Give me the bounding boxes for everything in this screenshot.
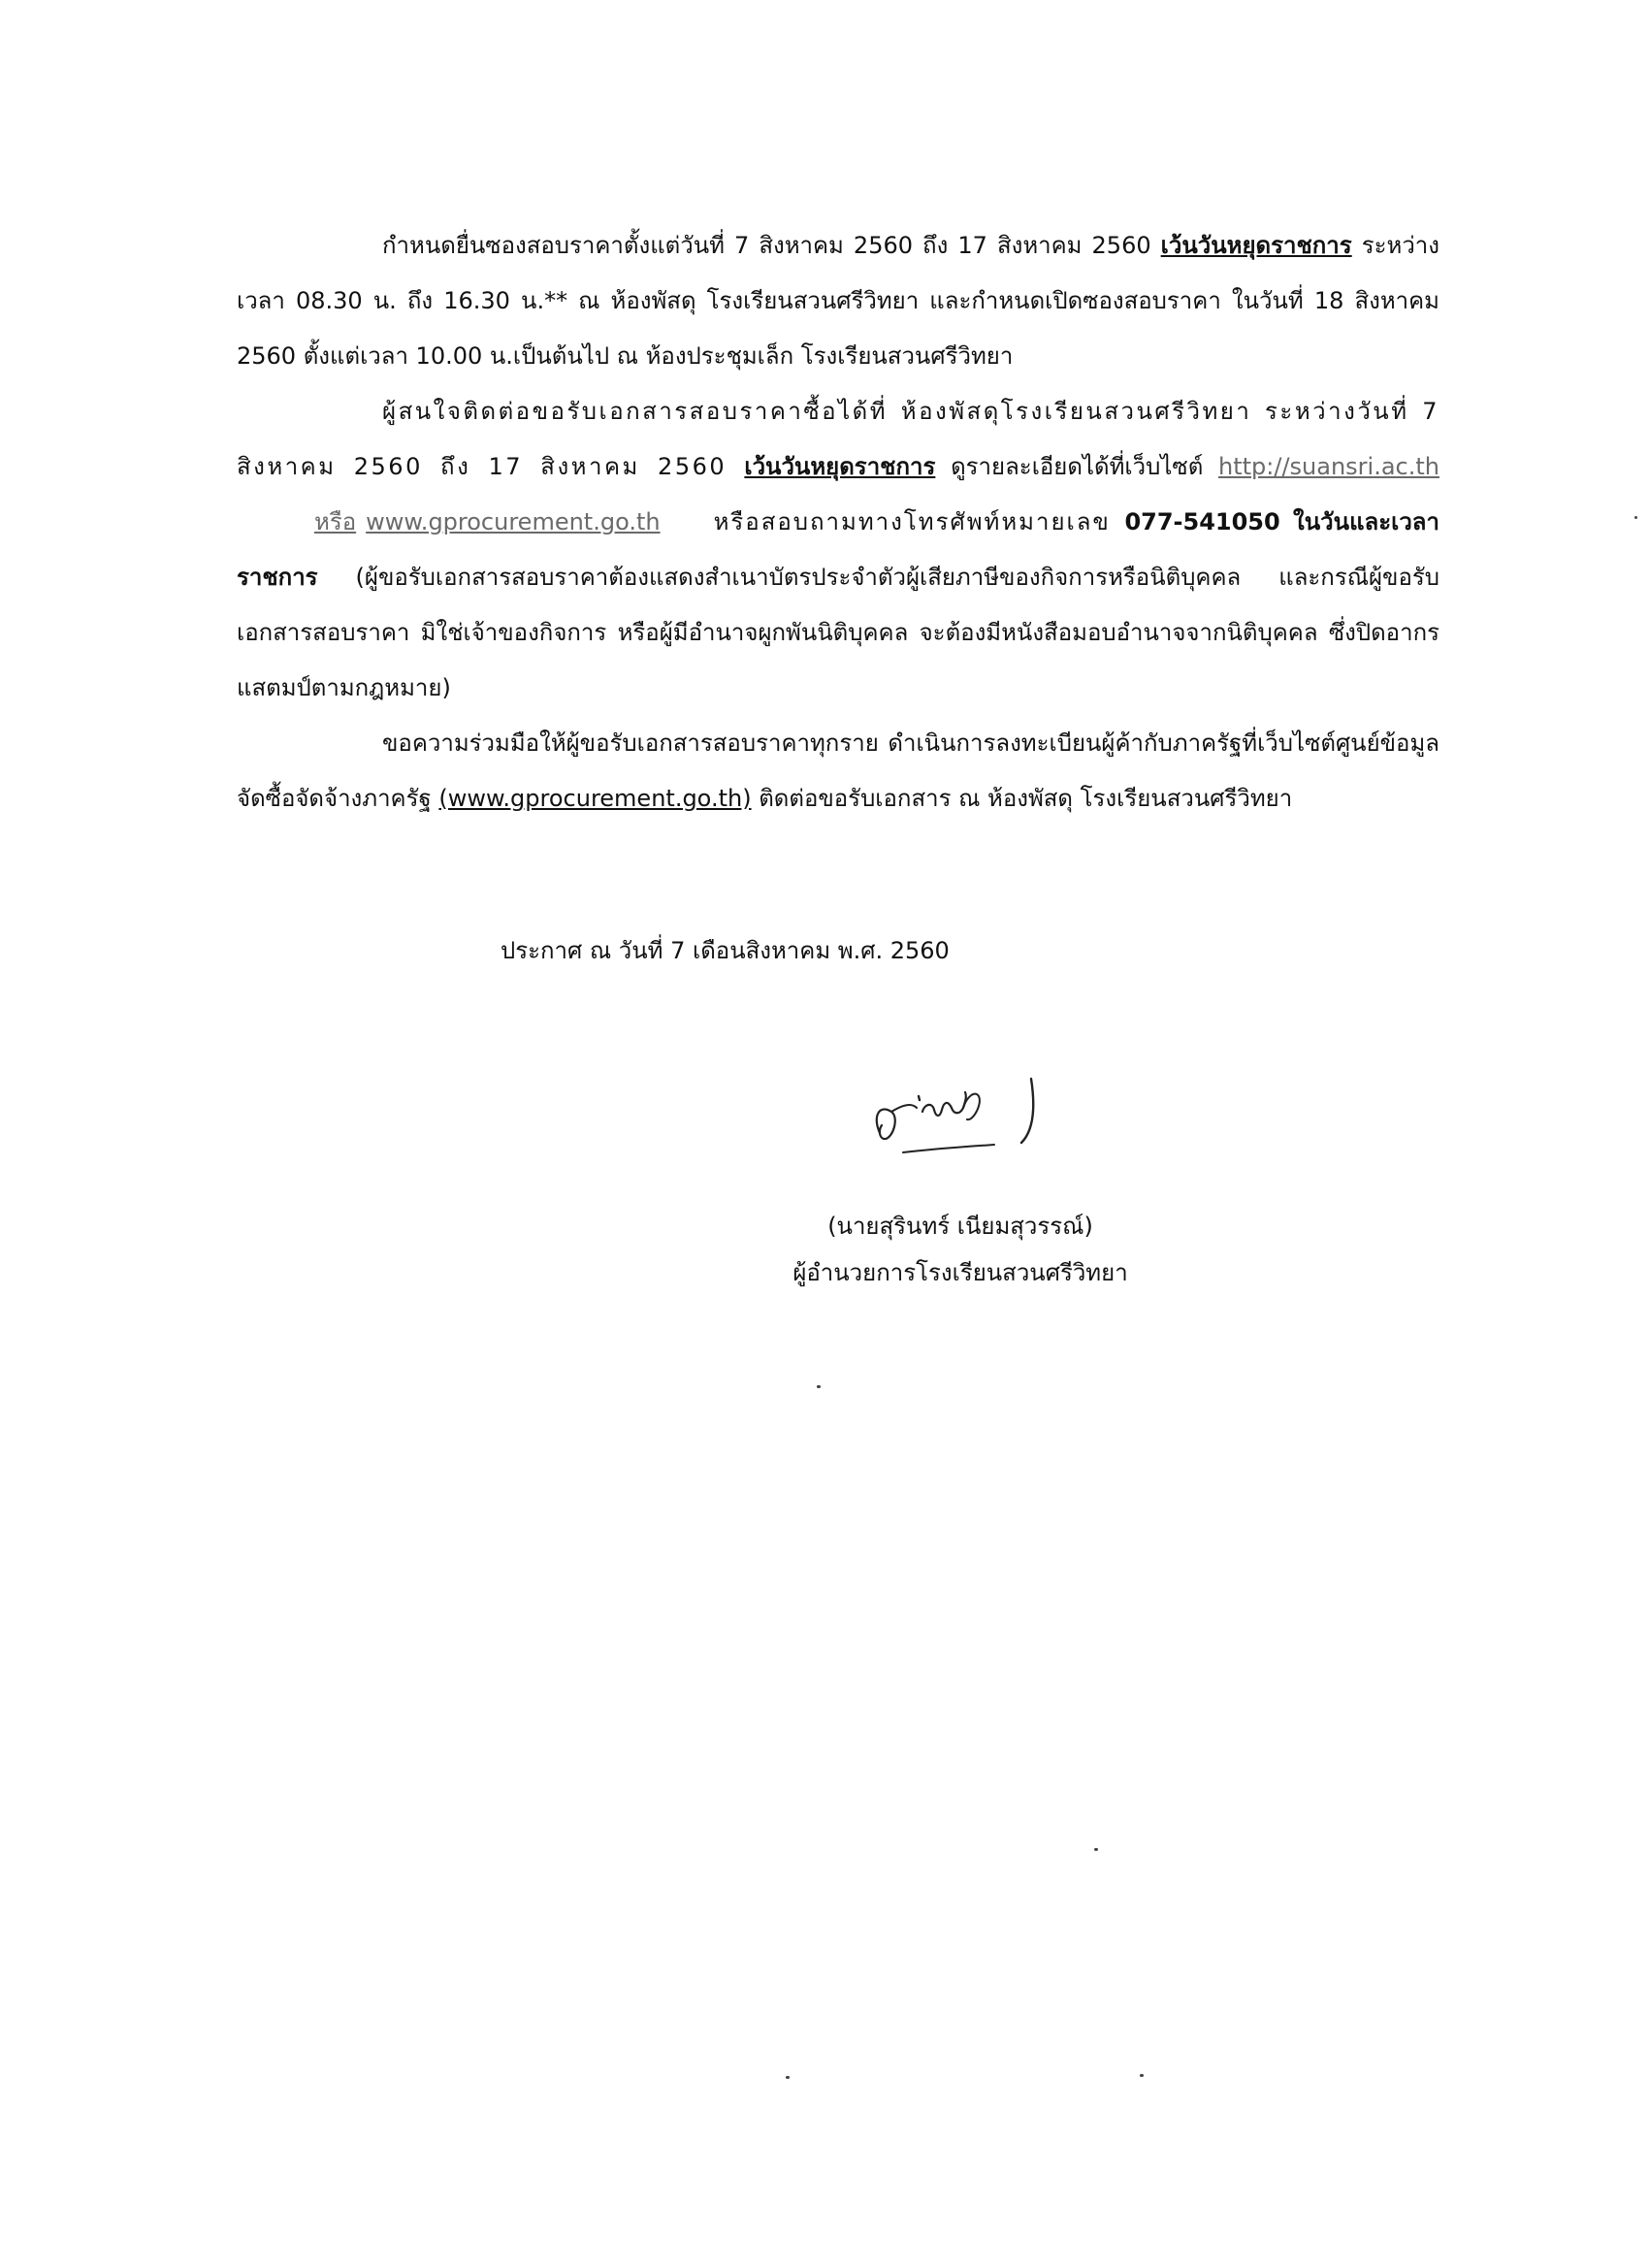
- p1-holiday-note: เว้นวันหยุดราชการ: [1160, 232, 1352, 259]
- link-gprocurement[interactable]: www.gprocurement.go.th: [366, 508, 661, 535]
- document-body: [237, 218, 1439, 826]
- signer-title: ผู้อำนวยการโรงเรียนสวนศรีวิทยา: [792, 1259, 1128, 1286]
- scan-speck: [1634, 516, 1637, 519]
- p3-text-a: ขอความร่วมมือให้ผู้ขอรับเอกสารสอบราคาทุกราย ดำเนินการลงทะเบียนผู้ค้ากับภาครัฐที่เว็บไซต์ศูนย์ข้อมูลจัดซื้อจัดจ้างภาครัฐ: [237, 729, 1439, 812]
- link-suansri[interactable]: http://suansri.ac.th: [1218, 453, 1439, 480]
- signer-name: (นายสุรินทร์ เนียมสุวรรณ์): [827, 1213, 1093, 1240]
- p2-holiday-note: เว้นวันหยุดราชการ: [744, 453, 936, 480]
- scan-speck: [786, 2076, 790, 2079]
- p2-text-a: ผู้สนใจติดต่อขอรับเอกสารสอบราคาซื้อได้ที่ ห้องพัสดุโรงเรียนสวนศรีวิทยา ระหว่างวันที่ 7 สิงหาคม 2560 ถึง 17 สิงหาคม 2560: [237, 398, 1439, 480]
- paragraph-registration: [237, 716, 1439, 826]
- signature-image: [858, 1057, 1052, 1174]
- link-gprocurement-paren[interactable]: (www.gprocurement.go.th): [438, 785, 752, 812]
- p3-text-b: ติดต่อขอรับเอกสาร ณ ห้องพัสดุ โรงเรียนสวนศรีวิทยา: [751, 785, 1293, 812]
- p2-text-d: (ผู้ขอรับเอกสารสอบราคาต้องแสดงสำเนาบัตรประจำตัวผู้เสียภาษีของกิจการหรือนิติบุคคล และกรณีผู้ขอรับเอกสารสอบราคา มิใช่เจ้าของกิจการ หรือผู้มีอำนาจผูกพันนิติบุคคล จะต้องมีหนังสือมอบอำนาจจากนิติบุคคล ซึ่งปิดอากรแสตมป์ตามกฎหมาย): [237, 564, 1439, 701]
- p2-text-c: หรือสอบถามทางโทรศัพท์หมายเลข: [713, 508, 1125, 535]
- announcement-date: ประกาศ ณ วันที่ 7 เดือนสิงหาคม พ.ศ. 2560: [501, 937, 950, 964]
- paragraph-document-request: [237, 384, 1439, 716]
- p1-text-b: ระหว่างเวลา 08.30 น. ถึง 16.30 น.** ณ ห้องพัสดุ โรงเรียนสวนศรีวิทยา และกำหนดเปิดซองสอบราคา ในวันที่ 18 สิงหาคม 2560 ตั้งแต่เวลา 10.00 น.เป็นต้นไป ณ ห้องประชุมเล็ก โรงเรียนสวนศรีวิทยา: [237, 232, 1439, 370]
- p2-phone: 077-541050 ในวันและเวลาราชการ: [237, 508, 1439, 591]
- paragraph-bid-submission: [237, 218, 1439, 384]
- p2-text-b: ดูรายละเอียดได้ที่เว็บไซต์: [935, 453, 1219, 480]
- scan-speck: [817, 1385, 821, 1388]
- or-word: หรือ: [314, 508, 357, 535]
- signer-block: [766, 1203, 1154, 1296]
- scan-speck: [1094, 1848, 1098, 1851]
- p1-text-a: กำหนดยื่นซองสอบราคาตั้งแต่วันที่ 7 สิงหาคม 2560 ถึง 17 สิงหาคม 2560: [382, 232, 1161, 259]
- scan-speck: [1140, 2074, 1144, 2077]
